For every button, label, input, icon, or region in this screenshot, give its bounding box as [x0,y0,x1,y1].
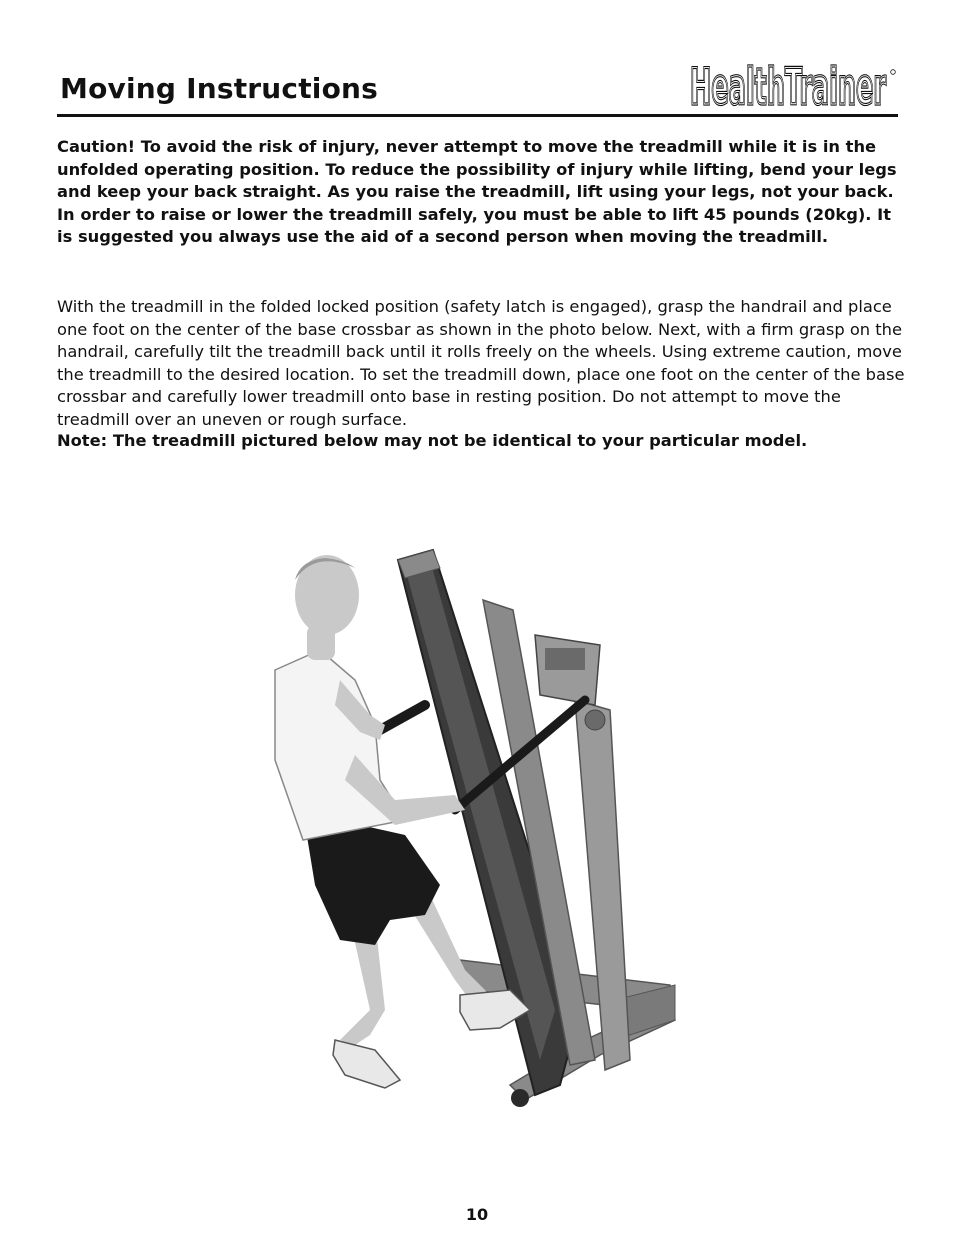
registered-mark-icon [891,70,896,75]
page-header [57,48,898,117]
instructions-paragraph: With the treadmill in the folded locked position (safety latch is engaged), grasp the handrail and place one foot on the center of the base crossbar as shown in the photo below. Next, with a firm grasp on the handrail, carefully tilt the treadmill back until it rolls freely on the wheels. Using extreme caution, move the treadmill to the desired location. To set the treadmill down, place one foot on the center of the base crossbar and carefully lower treadmill onto base in resting position. Do not attempt to move the treadmill over an uneven or rough surface. [57,297,905,429]
person-shoe-left [333,1040,400,1088]
brand-logo-graphic [688,54,898,110]
wheel-icon [511,1089,529,1107]
console-display [545,648,585,670]
caution-paragraph: Caution! To avoid the risk of injury, never attempt to move the treadmill while it is in the unfolded operating position. To reduce the possibility of injury while lifting, bend your legs and keep your back straight. As you raise the treadmill, lift using your legs, not your back. In order to raise or lower the treadmill safely, you must be able to lift 45 pounds (20kg). It is suggested you always use the aid of a second person when moving the treadmill. [57,137,897,247]
page-number: 10 [465,1205,489,1224]
brand-logo-inline: HealthTrainer [690,58,887,110]
side-handle [380,705,425,730]
treadmill-illustration [255,540,695,1120]
page-title: Moving Instructions [60,72,379,105]
model-note: Note: The treadmill pictured below may not be identical to your particular model. [57,431,808,450]
cup-holder-icon [585,710,605,730]
brand-logo-text: HealthTrainer [690,58,887,110]
moving-treadmill-photo [255,540,695,1120]
brand-logo [688,54,898,110]
